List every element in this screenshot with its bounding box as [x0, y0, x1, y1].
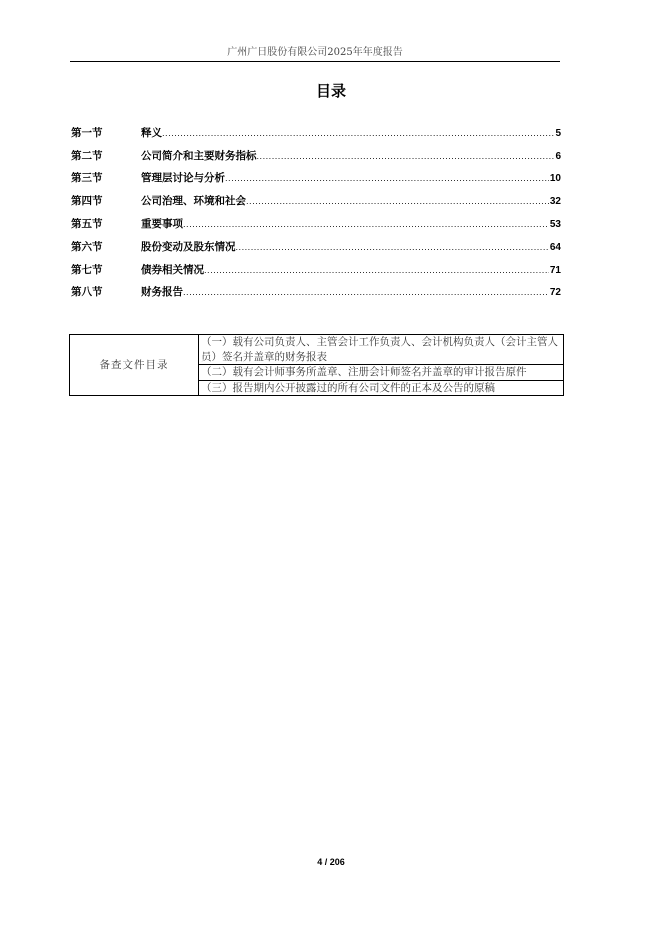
reference-files-table	[69, 334, 564, 396]
toc-title: 目录	[315, 82, 346, 100]
toc-section-number: 第二节	[71, 149, 103, 162]
toc-row[interactable]	[71, 167, 561, 190]
toc-section-number: 第七节	[71, 263, 103, 276]
toc-leader-dots	[236, 243, 549, 252]
toc-page-number: 5	[555, 127, 561, 139]
toc-leader-dots	[257, 152, 555, 161]
reference-files-label: 备查文件目录	[70, 335, 199, 396]
toc-leader-dots	[183, 288, 549, 297]
toc-entry-label[interactable]: 债券相关情况	[141, 263, 204, 276]
toc-row[interactable]	[71, 121, 561, 144]
toc-page-number: 32	[549, 196, 561, 208]
report-header: 广州广日股份有限公司2025年年度报告	[227, 47, 403, 58]
toc-entry-label[interactable]: 管理层讨论与分析	[141, 172, 225, 185]
toc-row[interactable]	[71, 235, 561, 258]
toc-row[interactable]	[71, 212, 561, 235]
page-indicator: 4 / 206	[317, 857, 345, 867]
toc-row[interactable]	[71, 281, 561, 304]
table-row	[70, 335, 564, 365]
toc-leader-dots	[204, 266, 549, 275]
toc-row[interactable]	[71, 144, 561, 167]
toc-leader-dots	[246, 197, 549, 206]
toc-section-number: 第三节	[71, 172, 103, 185]
toc-page-number: 10	[549, 173, 561, 185]
toc-entry-label[interactable]: 财务报告	[141, 286, 183, 299]
toc-section-number: 第八节	[71, 286, 103, 299]
toc-entry-label[interactable]: 公司治理、环境和社会	[141, 195, 246, 208]
toc-row[interactable]	[71, 189, 561, 212]
toc-page-number: 6	[555, 150, 561, 162]
toc-page-number: 71	[549, 264, 561, 276]
toc-entry-label[interactable]: 公司简介和主要财务指标	[141, 149, 257, 162]
header-divider	[70, 61, 560, 62]
toc-section-number: 第一节	[71, 126, 103, 139]
toc-leader-dots	[183, 220, 549, 229]
toc-section-number: 第四节	[71, 195, 103, 208]
toc-section-number: 第六节	[71, 240, 103, 253]
toc-page-number: 72	[549, 287, 561, 299]
reference-file-item: （二）载有会计师事务所盖章、注册会计师签名并盖章的审计报告原件	[199, 365, 564, 381]
toc-entry-label[interactable]: 重要事项	[141, 218, 183, 231]
toc-page-number: 64	[549, 241, 561, 253]
toc-entry-label[interactable]: 释义	[141, 126, 162, 139]
toc-page-number: 53	[549, 219, 561, 231]
reference-file-item: （一）载有公司负责人、主管会计工作负责人、会计机构负责人（会计主管人员）签名并盖章的财务报表	[199, 335, 564, 365]
toc-section-number: 第五节	[71, 218, 103, 231]
toc-row[interactable]	[71, 258, 561, 281]
toc-leader-dots	[225, 174, 549, 183]
reference-file-item: （三）报告期内公开披露过的所有公司文件的正本及公告的原稿	[199, 380, 564, 396]
table-of-contents	[71, 121, 561, 303]
toc-entry-label[interactable]: 股份变动及股东情况	[141, 240, 236, 253]
toc-leader-dots	[162, 129, 554, 138]
